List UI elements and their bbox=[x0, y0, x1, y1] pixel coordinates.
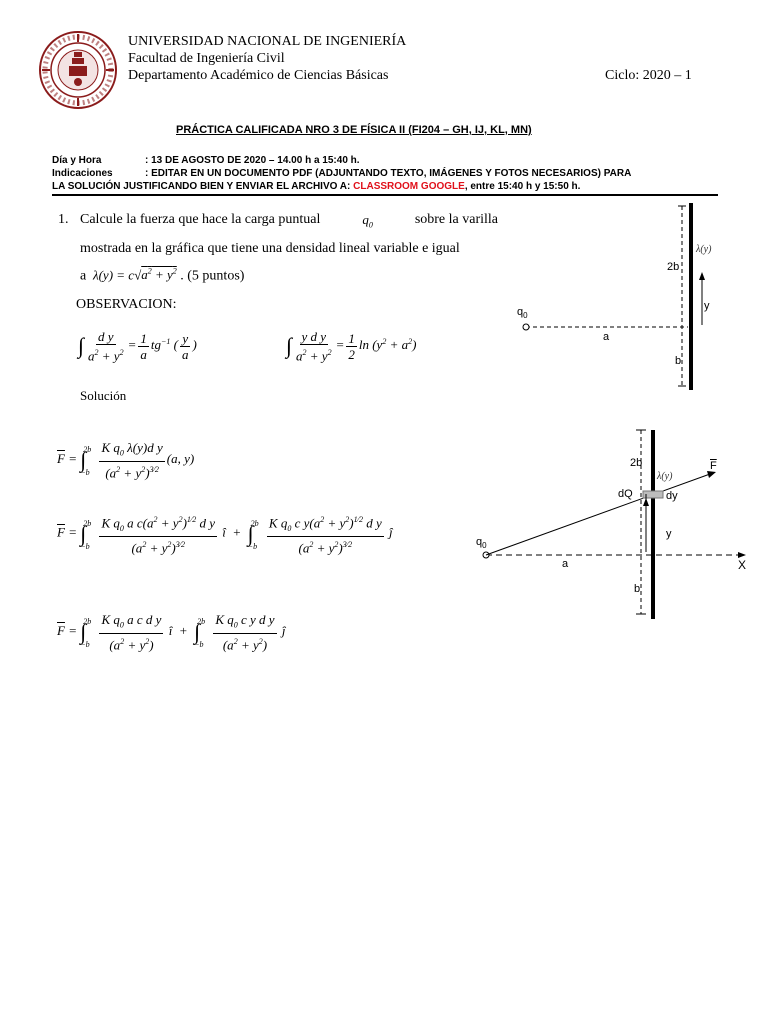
question-line3-a: a bbox=[80, 267, 87, 283]
fig2-y-label: y bbox=[666, 528, 672, 540]
solucion-heading: Solución bbox=[80, 388, 127, 403]
question-line1: Calcule la fuerza que hace la carga puntual bbox=[80, 212, 321, 227]
integral-formula-2: ∫ $\frac{\text{y d y}}{a^2 + y^2}$ = $\frac{1}{2}$ $\ln (y^2 + a^2)$ bbox=[286, 329, 417, 364]
fig1-a-label: a bbox=[603, 331, 610, 343]
indications-line3-end: , entre 15:40 h y 15:50 h. bbox=[464, 181, 581, 192]
fig2-x-label: X bbox=[738, 558, 747, 572]
fig2-f-label: $\overline{F}$ bbox=[710, 460, 717, 472]
fig1-2b-label: 2b bbox=[667, 261, 680, 273]
cycle-label: Ciclo: 2020 – 1 bbox=[605, 68, 692, 83]
day-value: : 13 DE AGOSTO DE 2020 – 14.00 h a 15:40 h. bbox=[145, 155, 360, 166]
observacion-heading: OBSERVACION: bbox=[76, 297, 177, 312]
day-label: Día y Hora bbox=[52, 155, 102, 166]
points-text: . (5 puntos) bbox=[180, 267, 245, 283]
indications-value: : EDITAR EN UN DOCUMENTO PDF (ADJUNTANDO TEXTO, IMÁGENES Y FOTOS NECESARIOS) PARA bbox=[145, 168, 632, 179]
fig1-b-label: b bbox=[675, 355, 682, 367]
fig1-q0-label: $q_0$ bbox=[517, 306, 528, 321]
indications-label: Indicaciones bbox=[52, 168, 113, 179]
fig2-dq-label: dQ bbox=[618, 488, 633, 500]
lambda-formula: $\lambda(y) = c√a^2 + y^2$ bbox=[89, 266, 177, 282]
fig2-dy-label: dy bbox=[666, 490, 678, 502]
question-number: 1. bbox=[58, 212, 69, 227]
info-block bbox=[52, 154, 722, 193]
question-text bbox=[80, 208, 498, 287]
fig1-lambda-label: λ(y) bbox=[696, 244, 712, 255]
header-divider bbox=[52, 194, 718, 196]
q0-symbol: $q_0$ bbox=[362, 212, 373, 230]
exam-title: PRÁCTICA CALIFICADA NRO 3 DE FÍSICA II (FI204 – GH, IJ, KL, MN) bbox=[176, 124, 532, 136]
figure-rod-diagram-1 bbox=[508, 200, 748, 395]
fig2-b-label: b bbox=[634, 583, 641, 595]
fig2-q0-label: $q_0$ bbox=[476, 536, 487, 551]
force-equation-1: $\overline{F}$ = ∫ 2b −b $\frac{K q_0 \lambda(y)d y}{(a^2 + y^2)^{3⁄2}}$ (a, y) bbox=[57, 440, 195, 480]
figure-rod-diagram-2 bbox=[470, 424, 760, 624]
fig1-y-label: y bbox=[704, 300, 710, 312]
university-seal-logo bbox=[38, 30, 118, 110]
question-line2: mostrada en la gráfica que tiene una densidad lineal variable e igual bbox=[80, 240, 460, 256]
force-equation-2: $\overline{F}$ = ∫ 2b −b $\frac{K q_0 a c(a^2 + y^2)^{1⁄2} d y}{(a^2 + y^2)^{3⁄2}}$ î + ∫ 2b −b $\frac{K q_0 c y(a^2 + y^2)^{1⁄2} d y}{(a^2 + y^2)^{3⁄2}}$ ĵ bbox=[57, 512, 393, 555]
classroom-google-text: CLASSROOM GOOGLE bbox=[353, 181, 465, 192]
question-line1-end: sobre la varilla bbox=[414, 212, 498, 227]
faculty-name: Facultad de Ingeniería Civil bbox=[128, 51, 285, 66]
university-name: UNIVERSIDAD NACIONAL DE INGENIERÍA bbox=[128, 34, 407, 49]
integral-formula-1: ∫ $\frac{\text{d y}}{a^2 + y^2}$ = $\frac{1}{a}$ $tg^{-1}$ ( $\frac{y}{a}$ ) bbox=[78, 329, 197, 364]
fig2-a-label: a bbox=[562, 558, 569, 570]
fig2-2b-label: 2b bbox=[630, 457, 643, 469]
force-equation-3: $\overline{F}$ = ∫ 2b −b $\frac{K q_0 a c d y}{(a^2 + y^2)}$ î + ∫ 2b −b $\frac{K q_0 c y d y}{(a^2 + y^2)}$ ĵ bbox=[57, 612, 286, 652]
department-name: Departamento Académico de Ciencias Básicas bbox=[128, 68, 389, 83]
fig2-lambda-label: λ(y) bbox=[657, 471, 673, 482]
indications-line3: LA SOLUCIÓN JUSTIFICANDO BIEN Y ENVIAR EL ARCHIVO A: bbox=[52, 181, 354, 192]
